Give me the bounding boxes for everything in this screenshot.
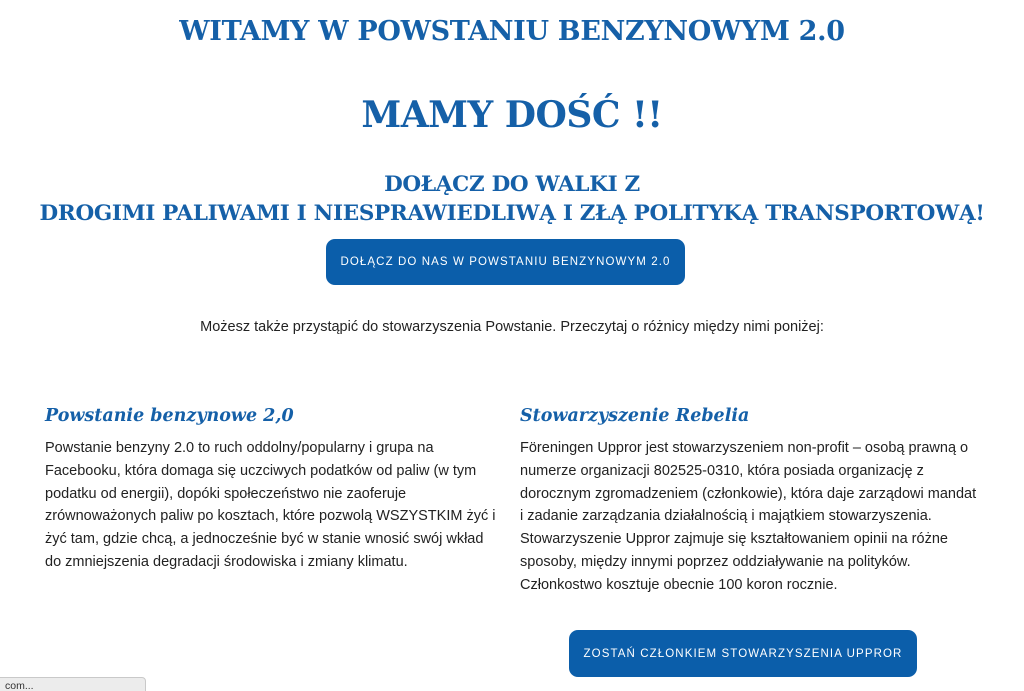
welcome-heading: WITAMY W POWSTANIU BENZYNOWYM 2.0 — [179, 16, 845, 47]
join-heading-line1: DOŁĄCZ DO WALKI Z — [384, 172, 640, 197]
join-uprising-button[interactable]: DOŁĄCZ DO NAS W POWSTANIU BENZYNOWYM 2.0 — [326, 239, 685, 285]
join-heading — [0, 170, 1024, 228]
uprising-title: Powstanie benzynowe 2,0 — [45, 406, 294, 426]
association-column — [520, 406, 982, 597]
uprising-description: Powstanie benzyny 2.0 to ruch oddolny/popularny i grupa na Facebooku, która domaga się uczciwych podatków od paliw (w tym podatku od energii), dopóki społeczeństwo nie zaoferuje zrównoważonych paliw po kosztach, które pozwolą WSZYSTKIM żyć i żyć tam, gdzie chcą, a jednocześnie być w stanie wnosić swój wkład do zmniejszenia degradacji środowiska i zmiany klimatu. — [45, 440, 496, 570]
enough-heading: MAMY DOŚĆ !! — [361, 94, 663, 136]
association-description: Föreningen Uppror jest stowarzyszeniem non-profit – osobą prawną o numerze organizacji 802525-0310, która posiada organizację z dorocznym zgromadzeniem (członkowie), która daje zarządowi mandat i zadanie zarządzania działalnością i majątkiem stowarzyszenia. Stowarzyszenie Uppror zajmuje się kształtowaniem opinii na różne sposoby, między innymi poprzez oddziaływanie na polityków. Członkostwo kosztuje obecnie 100 koron rocznie. — [520, 440, 977, 593]
join-heading-line2: DROGIMI PALIWAMI I NIESPRAWIEDLIWĄ I ZŁĄ POLITYKĄ TRANSPORTOWĄ! — [39, 201, 985, 226]
status-bar: com... — [0, 677, 146, 691]
uprising-column — [45, 406, 497, 574]
association-title: Stowarzyszenie Rebelia — [520, 406, 750, 426]
intro-text: Możesz także przystąpić do stowarzyszenia Powstanie. Przeczytaj o różnicy między nimi poniżej: — [200, 319, 824, 335]
become-member-button[interactable]: ZOSTAŃ CZŁONKIEM STOWARZYSZENIA UPPROR — [569, 630, 917, 677]
